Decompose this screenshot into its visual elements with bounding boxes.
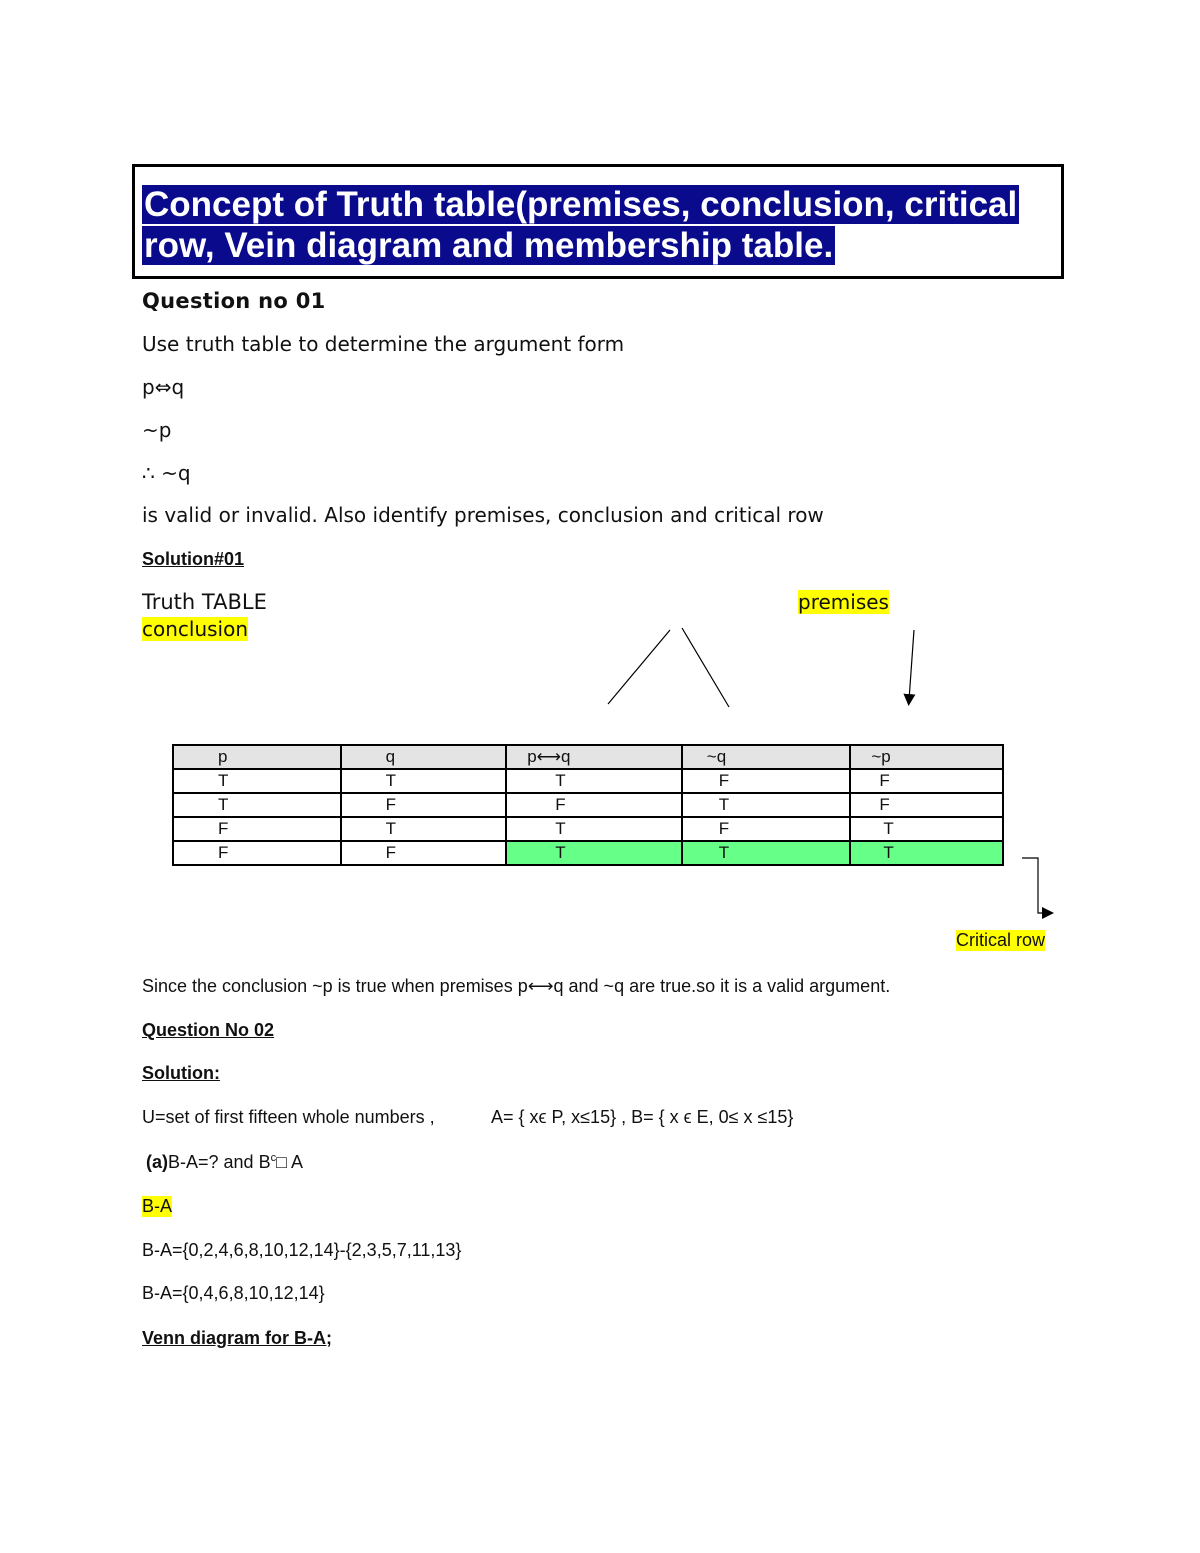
table-cell: F — [682, 817, 851, 841]
ba-result: B-A={0,4,6,8,10,12,14} — [142, 1283, 325, 1303]
question-1-task: is valid or invalid. Also identify premises, conclusion and critical row — [142, 503, 824, 527]
table-cell: T — [173, 793, 341, 817]
header-cell: p⟷q — [506, 745, 682, 769]
part-a-question: (a)B-A=? and $B^c□$ A — [146, 1152, 303, 1172]
argument-conclusion: ∴ ~q — [142, 461, 191, 485]
universe-definition: U=set of first fifteen whole numbers , — [142, 1107, 435, 1127]
table-cell: T — [506, 769, 682, 793]
truth-table — [172, 744, 1004, 866]
premise-2: ~p — [142, 418, 172, 442]
premises-arrow — [909, 630, 914, 700]
pointer-line-left — [608, 630, 670, 704]
table-cell: F — [850, 793, 1003, 817]
critical-row-arrow — [1022, 858, 1048, 913]
table-row — [173, 793, 1003, 817]
table-row — [173, 817, 1003, 841]
table-cell: F — [341, 841, 507, 865]
solution-1-label: Solution#01 — [142, 549, 245, 569]
table-cell: T — [341, 817, 507, 841]
set-definitions: A= { xϵ P, x≤15} , B= { x ϵ E, 0≤ x ≤15} — [491, 1107, 794, 1127]
table-cell: F — [341, 793, 507, 817]
header-cell: p — [173, 745, 341, 769]
solution-2-label: Solution: — [142, 1063, 220, 1083]
premise-1: p⇔q — [142, 375, 185, 399]
truth-table-heading: Truth TABLE — [142, 590, 267, 614]
title-line-2: row, Vein diagram and membership table. — [144, 226, 834, 265]
ba-label: B-A — [142, 1196, 173, 1216]
table-cell-highlighted: T — [682, 841, 851, 865]
validity-statement: Since the conclusion ~p is true when premises p⟷q and ~q are true.so it is a valid argument. — [142, 976, 891, 996]
conclusion-label: conclusion — [142, 617, 249, 641]
table-cell: F — [850, 769, 1003, 793]
table-cell: F — [506, 793, 682, 817]
critical-row-label: Critical row — [956, 930, 1046, 950]
question-2-heading: Question No 02 — [142, 1020, 275, 1040]
table-cell: T — [341, 769, 507, 793]
table-cell: F — [173, 841, 341, 865]
header-cell: ~q — [682, 745, 851, 769]
pointer-line-right — [682, 628, 729, 707]
table-cell: T — [173, 769, 341, 793]
question-1-heading: Question no 01 — [142, 289, 326, 313]
venn-diagram-label: Venn diagram for B-A; — [142, 1328, 333, 1348]
premises-label: premises — [798, 590, 889, 614]
table-cell-highlighted: T — [506, 841, 682, 865]
table-cell: T — [850, 817, 1003, 841]
title-line-1: Concept of Truth table(premises, conclusion, critical — [144, 185, 1018, 224]
table-cell: T — [682, 793, 851, 817]
table-row — [173, 769, 1003, 793]
critical-row — [173, 841, 1003, 865]
table-cell: F — [682, 769, 851, 793]
table-header-row — [173, 745, 1003, 769]
question-1-instruction: Use truth table to determine the argument form — [142, 332, 625, 356]
table-cell: T — [506, 817, 682, 841]
table-cell-highlighted: T — [850, 841, 1003, 865]
header-cell: ~p — [850, 745, 1003, 769]
table-cell: F — [173, 817, 341, 841]
ba-computation: B-A={0,2,4,6,8,10,12,14}-{2,3,5,7,11,13} — [142, 1240, 462, 1260]
header-cell: q — [341, 745, 507, 769]
